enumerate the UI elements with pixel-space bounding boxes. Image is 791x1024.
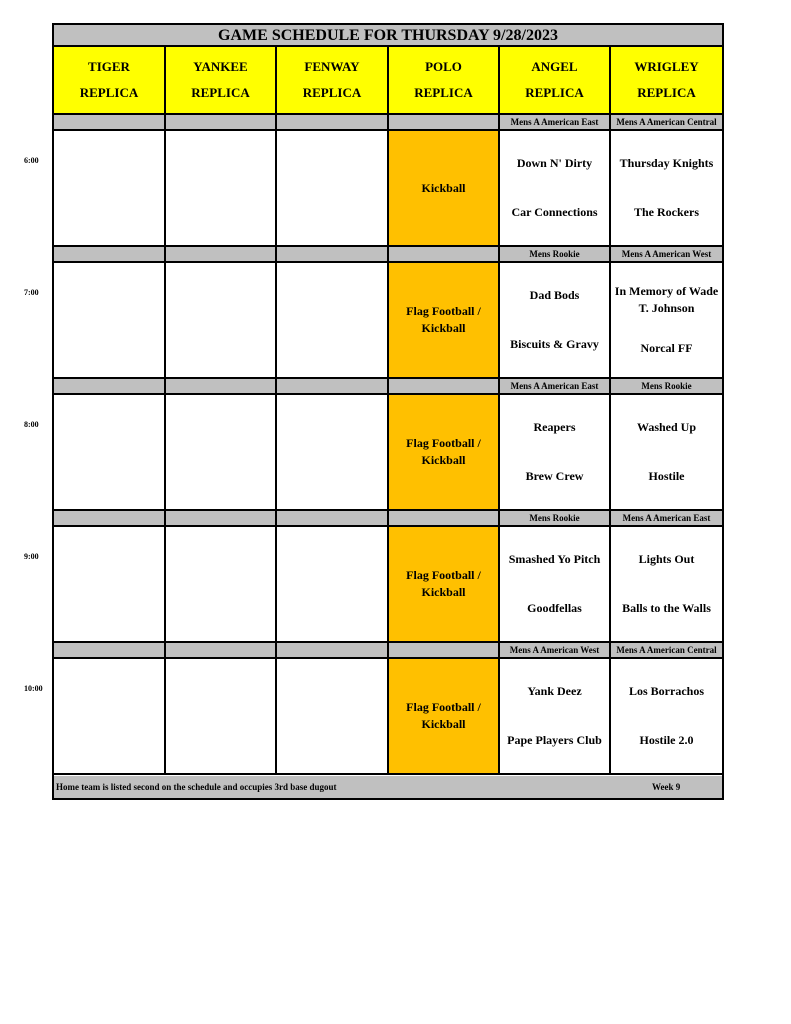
away-team: Washed Up — [636, 420, 697, 434]
wrigley-division-label: Mens A American East — [611, 511, 722, 527]
field-sub: REPLICA — [637, 85, 696, 100]
division-row — [54, 115, 722, 131]
away-team: Down N' Dirty — [516, 156, 593, 170]
away-team: In Memory of Wade T. Johnson — [614, 283, 719, 315]
home-team: Hostile — [648, 469, 685, 483]
tiger-cell — [54, 131, 166, 247]
division-cell — [54, 247, 166, 263]
division-cell — [54, 643, 166, 659]
angel-division-label: Mens A American West — [500, 643, 611, 659]
division-cell — [277, 247, 389, 263]
angel-game — [500, 395, 611, 511]
field-header-fenway — [277, 47, 389, 115]
field-sub: REPLICA — [191, 85, 250, 100]
game-row — [54, 527, 722, 643]
division-cell — [277, 379, 389, 395]
game-row — [54, 395, 722, 511]
field-name: POLO — [425, 59, 462, 74]
wrigley-division-label: Mens A American Central — [611, 115, 722, 131]
footer-note: Home team is listed second on the schedule and occupies 3rd base dugout — [56, 782, 337, 792]
field-header-polo — [389, 47, 500, 115]
away-team: Reapers — [533, 420, 576, 434]
division-cell — [277, 511, 389, 527]
division-cell — [277, 115, 389, 131]
angel-division-label: Mens A American East — [500, 115, 611, 131]
angel-division-label: Mens Rookie — [500, 511, 611, 527]
division-cell — [389, 115, 500, 131]
wrigley-game — [611, 659, 722, 775]
home-team: Brew Crew — [525, 469, 584, 483]
field-header-yankee — [166, 47, 277, 115]
field-sub: REPLICA — [414, 85, 473, 100]
angel-game — [500, 131, 611, 247]
field-name: TIGER — [88, 59, 130, 74]
angel-division-label: Mens A American East — [500, 379, 611, 395]
home-team: The Rockers — [634, 205, 699, 219]
division-cell — [389, 511, 500, 527]
fenway-cell — [277, 395, 389, 511]
time-slot-10 — [54, 643, 722, 775]
yankee-cell — [166, 659, 277, 775]
division-cell — [389, 379, 500, 395]
fenway-cell — [277, 527, 389, 643]
division-cell — [54, 379, 166, 395]
polo-activity: Flag Football / Kickball — [389, 527, 500, 643]
schedule-sheet — [52, 23, 724, 800]
wrigley-game — [611, 527, 722, 643]
fenway-cell — [277, 659, 389, 775]
division-cell — [389, 247, 500, 263]
yankee-cell — [166, 263, 277, 379]
home-team: Biscuits & Gravy — [510, 337, 599, 351]
division-row — [54, 643, 722, 659]
field-name: WRIGLEY — [634, 59, 699, 74]
game-row — [54, 659, 722, 775]
yankee-cell — [166, 131, 277, 247]
angel-game — [500, 527, 611, 643]
field-name: FENWAY — [304, 59, 360, 74]
yankee-cell — [166, 527, 277, 643]
away-team: Dad Bods — [529, 288, 580, 302]
home-team: Goodfellas — [527, 601, 582, 615]
week-label: Week 9 — [652, 782, 681, 792]
field-header-wrigley — [611, 47, 722, 115]
wrigley-division-label: Mens A American Central — [611, 643, 722, 659]
field-header-angel — [500, 47, 611, 115]
field-sub: REPLICA — [302, 85, 362, 100]
away-team: Lights Out — [638, 552, 695, 566]
angel-game — [500, 263, 611, 379]
division-cell — [389, 643, 500, 659]
game-row — [54, 131, 722, 247]
time-label-8: 8:00 — [24, 420, 39, 429]
angel-division-label: Mens Rookie — [500, 247, 611, 263]
division-cell — [166, 511, 277, 527]
game-row — [54, 263, 722, 379]
time-slot-8 — [54, 379, 722, 511]
field-header-row — [54, 47, 722, 115]
time-label-10: 10:00 — [24, 684, 43, 693]
footer-bar — [54, 776, 722, 798]
home-team: Pape Players Club — [507, 733, 602, 747]
field-sub: REPLICA — [79, 85, 139, 100]
polo-activity: Kickball — [389, 131, 500, 247]
division-row — [54, 379, 722, 395]
home-team: Norcal FF — [640, 341, 693, 356]
field-header-tiger — [54, 47, 166, 115]
away-team: Yank Deez — [527, 684, 582, 698]
home-team: Hostile 2.0 — [639, 733, 694, 747]
wrigley-game — [611, 131, 722, 247]
schedule-title: GAME SCHEDULE FOR THURSDAY 9/28/2023 — [54, 25, 722, 47]
polo-activity: Flag Football / Kickball — [389, 659, 500, 775]
division-row — [54, 247, 722, 263]
away-team: Thursday Knights — [619, 156, 714, 170]
division-cell — [54, 511, 166, 527]
polo-activity: Flag Football / Kickball — [389, 263, 500, 379]
time-label-6: 6:00 — [24, 156, 39, 165]
polo-activity: Flag Football / Kickball — [389, 395, 500, 511]
field-name: YANKEE — [193, 59, 248, 74]
division-row — [54, 511, 722, 527]
wrigley-game — [611, 263, 722, 379]
division-cell — [277, 643, 389, 659]
tiger-cell — [54, 527, 166, 643]
yankee-cell — [166, 395, 277, 511]
tiger-cell — [54, 659, 166, 775]
time-label-9: 9:00 — [24, 552, 39, 561]
wrigley-division-label: Mens A American West — [611, 247, 722, 263]
division-cell — [166, 115, 277, 131]
time-label-7: 7:00 — [24, 288, 39, 297]
field-name: ANGEL — [531, 59, 578, 74]
tiger-cell — [54, 263, 166, 379]
fenway-cell — [277, 131, 389, 247]
division-cell — [54, 115, 166, 131]
angel-game — [500, 659, 611, 775]
tiger-cell — [54, 395, 166, 511]
home-team: Car Connections — [511, 205, 598, 219]
away-team: Los Borrachos — [629, 684, 704, 698]
wrigley-division-label: Mens Rookie — [611, 379, 722, 395]
time-slot-7 — [54, 247, 722, 379]
time-slot-6 — [54, 115, 722, 247]
division-cell — [166, 247, 277, 263]
field-sub: REPLICA — [525, 85, 584, 100]
wrigley-game — [611, 395, 722, 511]
away-team: Smashed Yo Pitch — [508, 552, 601, 566]
time-slot-9 — [54, 511, 722, 643]
fenway-cell — [277, 263, 389, 379]
home-team: Balls to the Walls — [622, 601, 711, 615]
division-cell — [166, 379, 277, 395]
division-cell — [166, 643, 277, 659]
